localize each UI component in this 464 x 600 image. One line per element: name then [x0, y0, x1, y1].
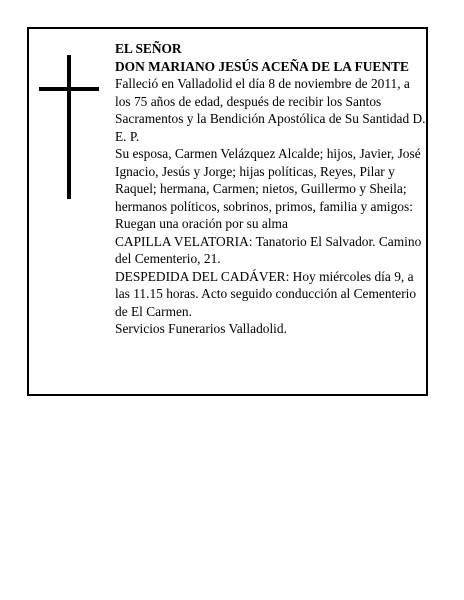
family-list: Su esposa, Carmen Velázquez Alcalde; hijos, Javier, José Ignacio, Jesús y Jorge; hijas políticas, Reyes, Pilar y Raquel; hermana, Carmen; nietos, Guillermo y Sheila; hermanos políticos, sobrinos, primos, familia y amigos: — [115, 146, 421, 214]
cross-icon — [39, 55, 99, 199]
notice-text — [115, 40, 427, 338]
funeral-details: DESPEDIDA DEL CADÁVER: Hoy miércoles día 9, a las 11.15 horas. Acto seguido conducción al Cementerio de El Carmen. — [115, 268, 417, 319]
funeral-service-provider: Servicios Funerarios Valladolid. — [115, 321, 287, 336]
cross-vertical-bar — [67, 55, 71, 199]
wake-location: CAPILLA VELATORIA: Tanatorio El Salvador. Camino del Cementerio, 21. — [115, 233, 422, 266]
death-announcement: Falleció en Valladolid el día 8 de noviembre de 2011, a los 75 años de edad, después de recibir los Santos Sacramentos y la Bendición Apostólica de Su Santidad D. E. P. — [115, 76, 426, 144]
deceased-name: DON MARIANO JESÚS ACEÑA DE LA FUENTE — [115, 58, 409, 74]
heading-title: EL SEÑOR — [115, 41, 182, 56]
cross-horizontal-bar — [39, 87, 99, 91]
prayer-request: Ruegan una oración por su alma — [115, 216, 288, 231]
obituary-notice — [27, 27, 428, 396]
